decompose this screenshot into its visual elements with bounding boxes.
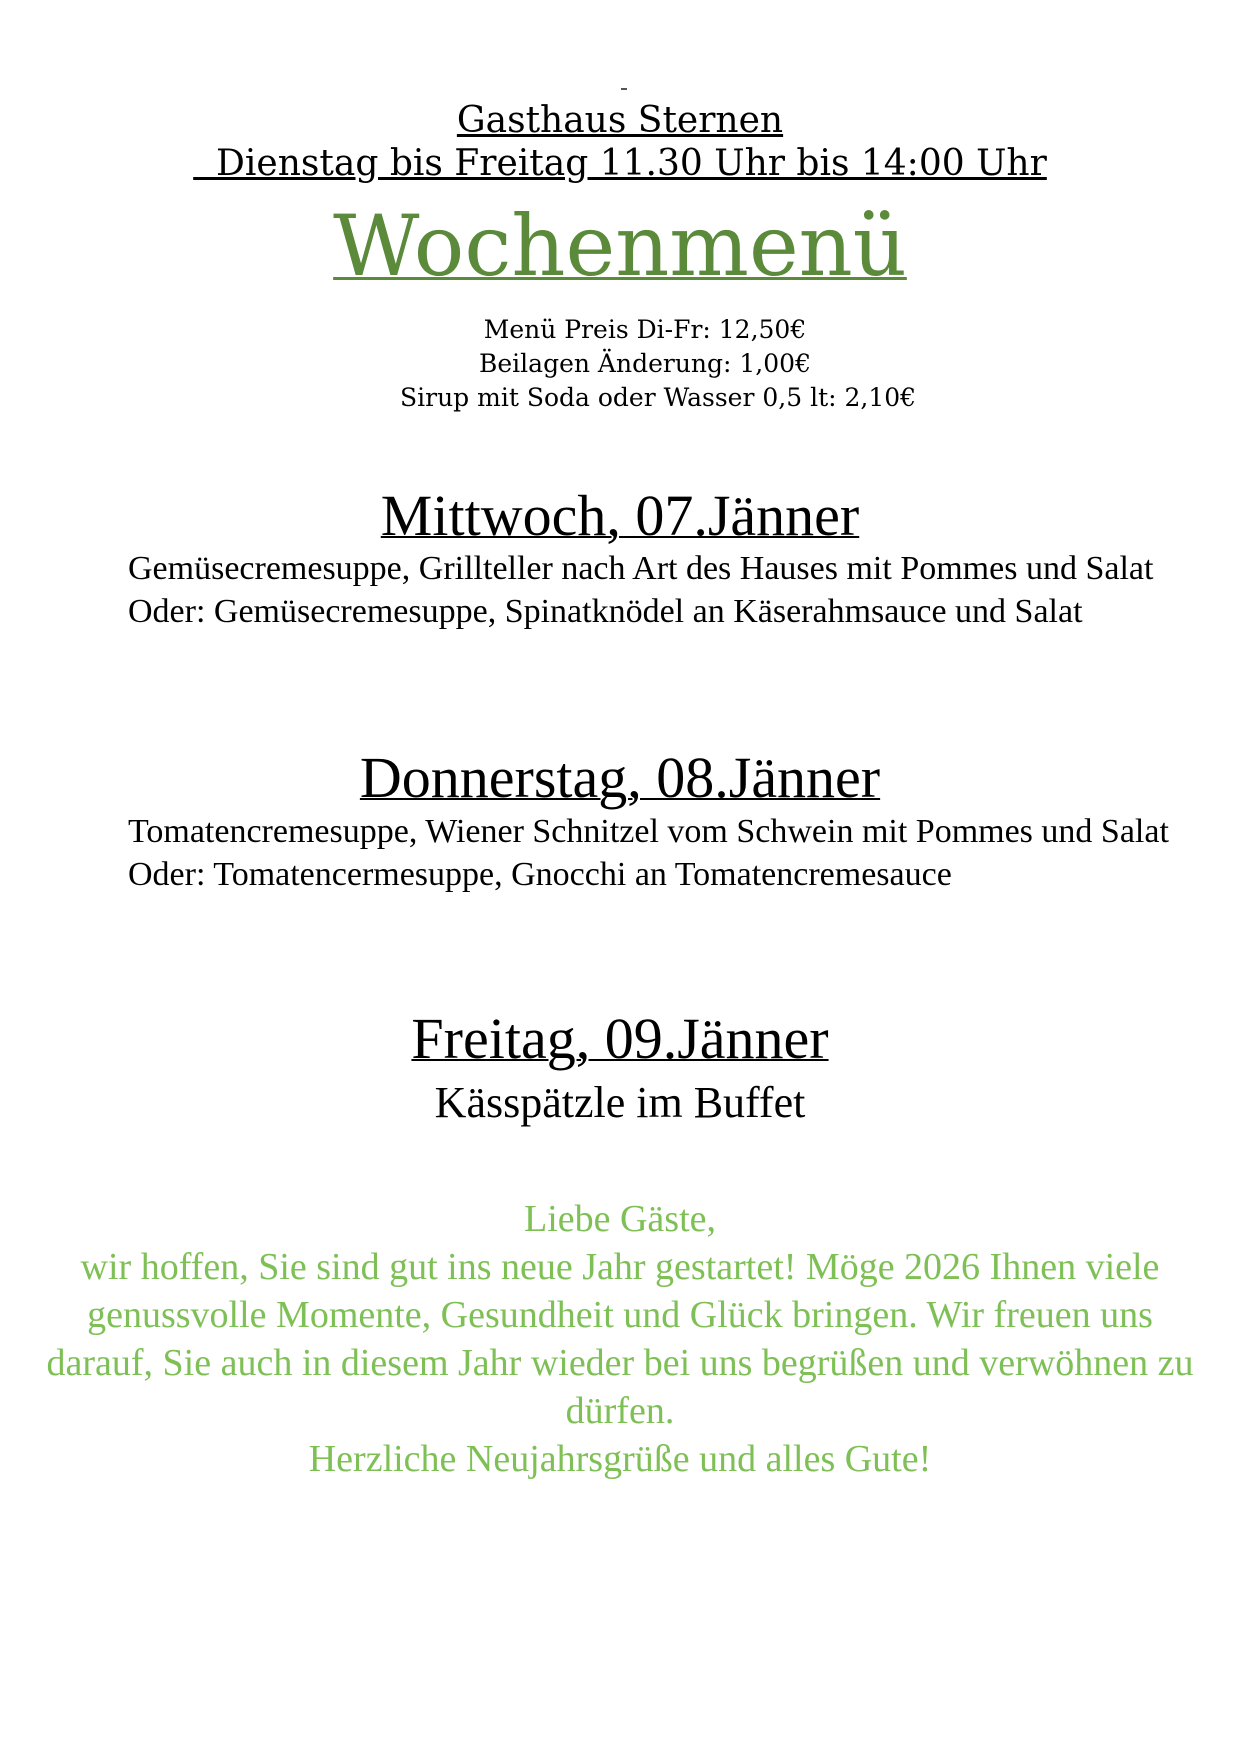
greeting-closing: Herzliche Neujahrsgrüße und alles Gute!: [308, 1438, 932, 1480]
price-side-change: Beilagen Änderung: 1,00€: [479, 349, 811, 378]
menu-line: Oder: Tomatencermesuppe, Gnocchi an Tomatencremesauce: [128, 856, 952, 893]
greeting-message: wir hoffen, Sie sind gut ins neue Jahr gestartet! Möge 2026 Ihnen viele genussvolle Momente, Gesundheit und Glück bringen. Wir freuen uns darauf, Sie auch in diesem Jahr wieder bei uns begrüßen und verwöhnen zu dürfen.: [46, 1246, 1194, 1432]
restaurant-name: Gasthaus Sternen: [456, 100, 784, 141]
day-menu-friday: Kässpätzle im Buffet: [434, 1078, 806, 1127]
menu-line: Tomatencremesuppe, Wiener Schnitzel vom Schwein mit Pommes und Salat: [128, 813, 1169, 850]
new-year-greeting: [40, 1195, 1200, 1483]
price-menu: Menü Preis Di-Fr: 12,50€: [483, 315, 807, 344]
price-list: [400, 313, 917, 415]
page-title: Wochenmenü: [333, 197, 907, 295]
opening-hours: Dienstag bis Freitag 11.30 Uhr bis 14:00 Uhr: [193, 143, 1047, 184]
menu-line: Gemüsecremesuppe, Grillteller nach Art des Hauses mit Pommes und Salat: [128, 550, 1154, 587]
day-menu-thursday: [128, 810, 1178, 896]
greeting-salutation: Liebe Gäste,: [523, 1198, 717, 1240]
day-heading-thursday: Donnerstag, 08.Jänner: [359, 745, 881, 810]
day-heading-wednesday: Mittwoch, 07.Jänner: [380, 483, 860, 548]
price-syrup: Sirup mit Soda oder Wasser 0,5 lt: 2,10€: [400, 383, 917, 412]
day-heading-friday: Freitag, 09.Jänner: [411, 1006, 829, 1071]
small-mark: [621, 88, 627, 90]
menu-line: Oder: Gemüsecremesuppe, Spinatknödel an Käserahmsauce und Salat: [128, 593, 1083, 630]
day-menu-wednesday: [128, 547, 1178, 633]
